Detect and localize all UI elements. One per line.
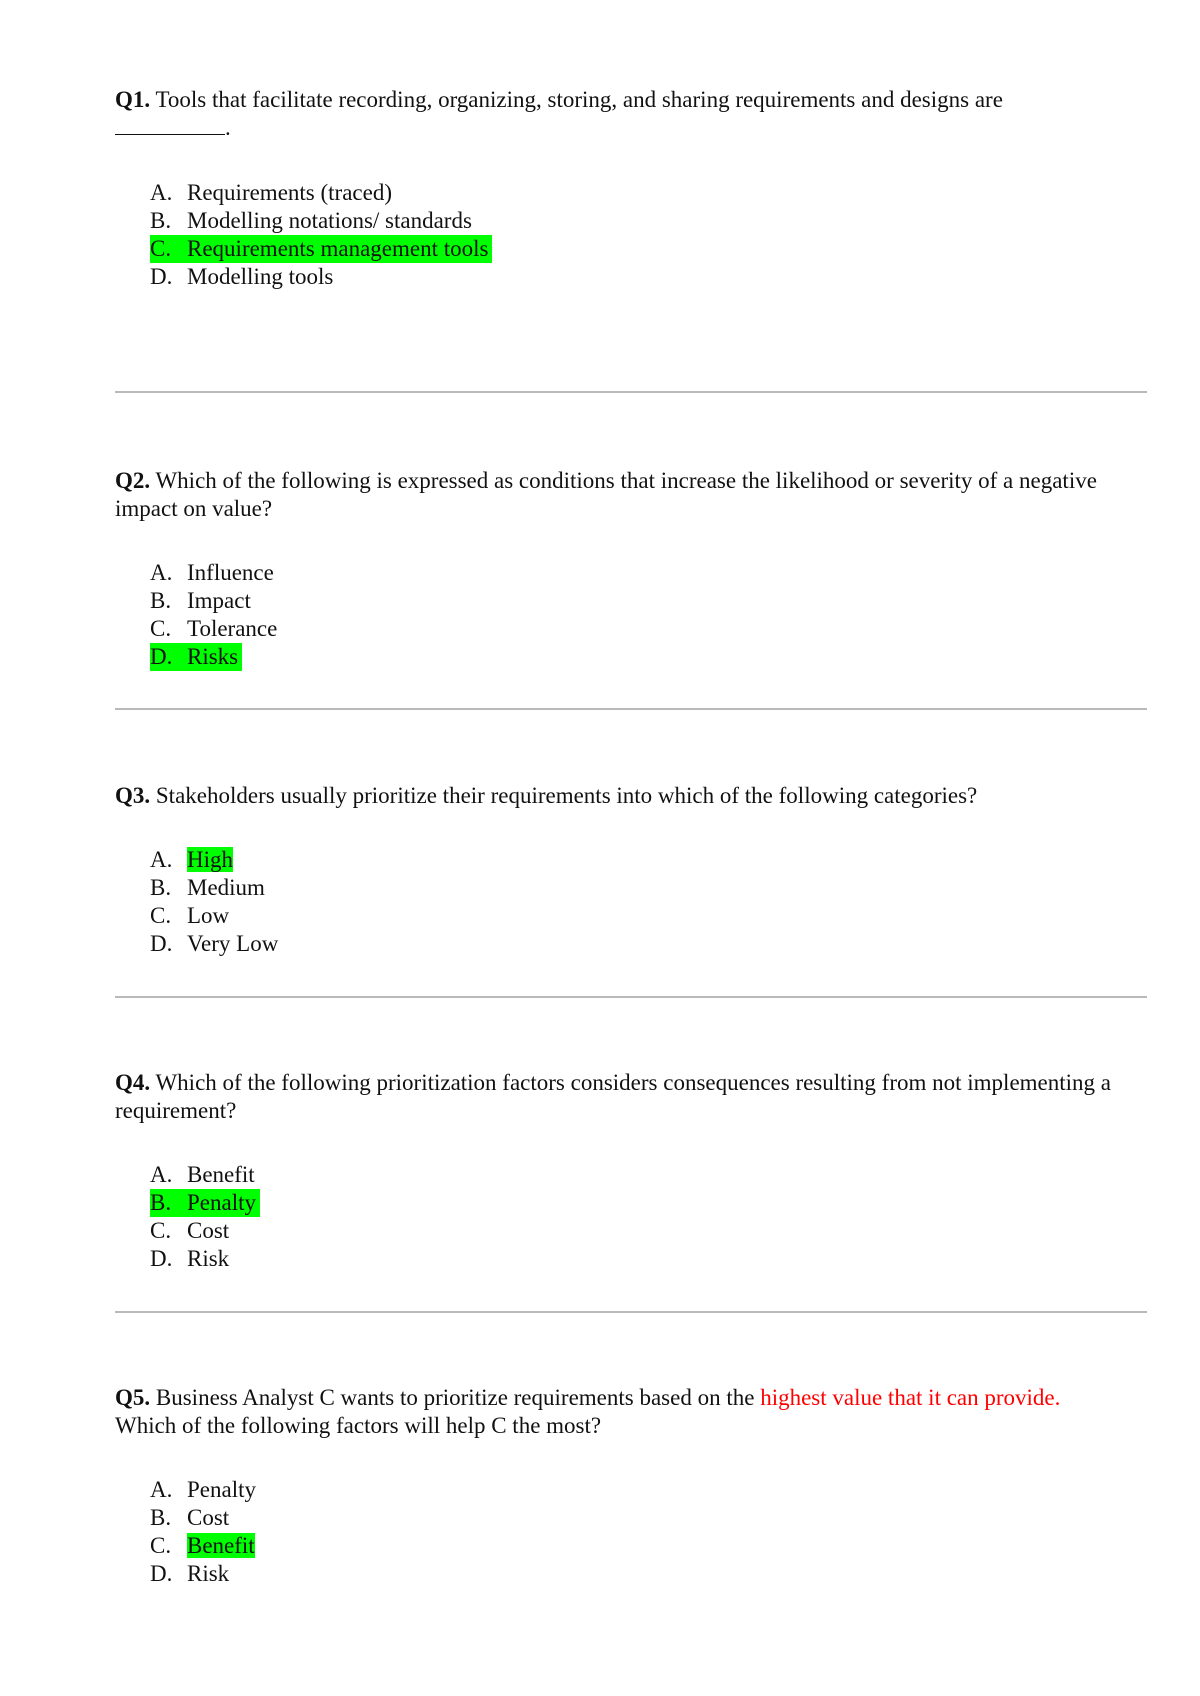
question-stem-continued: Which of the following factors will help C the most?: [115, 1413, 602, 1438]
question-2: [115, 467, 1135, 669]
option-b: [150, 207, 492, 235]
option-text: Penalty: [187, 1190, 256, 1215]
option-c-correct: [150, 235, 492, 263]
answer-options: [150, 1476, 260, 1588]
option-letter: C.: [150, 616, 172, 641]
question-number: Q3.: [115, 783, 151, 808]
question-1-text: [115, 86, 1135, 142]
section-divider: [115, 1311, 1147, 1313]
option-text: Low: [187, 903, 230, 928]
option-text: Cost: [187, 1505, 230, 1530]
option-letter: C.: [150, 1218, 172, 1243]
question-3-text: [115, 782, 1135, 810]
option-letter: B.: [150, 588, 172, 613]
option-text: Impact: [187, 588, 251, 613]
option-c: [150, 902, 282, 930]
option-letter: B.: [150, 1505, 172, 1530]
option-a-correct: [150, 846, 282, 874]
answer-highlight: [150, 1189, 260, 1217]
fill-in-blank: [115, 114, 225, 135]
answer-highlight: Benefit: [187, 1533, 255, 1558]
option-b-correct: [150, 1189, 260, 1217]
option-text: Risk: [187, 1246, 230, 1271]
question-stem: Which of the following prioritization factors considers consequences resulting from not implementing a requirement?: [115, 1070, 1111, 1123]
option-d: [150, 1560, 260, 1588]
option-text: Requirements management tools: [187, 236, 489, 261]
option-letter: A.: [150, 1162, 173, 1187]
option-a: [150, 559, 281, 587]
option-text: Modelling notations/ standards: [187, 208, 472, 233]
option-d: [150, 930, 282, 958]
answer-highlight: [150, 643, 242, 671]
option-letter: B.: [150, 875, 172, 900]
answer-options: [150, 179, 492, 291]
option-letter: C.: [150, 236, 172, 261]
option-letter: B.: [150, 1190, 172, 1215]
question-1: [115, 86, 1135, 289]
emphasized-text: highest value that it can provide.: [760, 1385, 1061, 1410]
option-c: [150, 1217, 260, 1245]
option-text: Risk: [187, 1561, 230, 1586]
option-text: Very Low: [187, 931, 279, 956]
option-letter: D.: [150, 1561, 173, 1586]
option-c-correct: [150, 1532, 260, 1560]
question-5-text: [115, 1384, 1135, 1440]
answer-options: [150, 1161, 260, 1273]
option-letter: D.: [150, 264, 173, 289]
option-letter: A.: [150, 1477, 173, 1502]
question-stem: Which of the following is expressed as conditions that increase the likelihood or severity of a negative impact on value?: [115, 468, 1097, 521]
section-divider: [115, 996, 1147, 998]
question-number: Q5.: [115, 1385, 151, 1410]
question-number: Q4.: [115, 1070, 151, 1095]
option-b: [150, 1504, 260, 1532]
option-letter: A.: [150, 180, 173, 205]
option-text: Risks: [187, 644, 239, 669]
question-4: [115, 1069, 1135, 1271]
question-5: [115, 1384, 1135, 1586]
option-letter: A.: [150, 560, 173, 585]
option-text: Penalty: [187, 1477, 256, 1502]
section-divider: [115, 708, 1147, 710]
option-text: Influence: [187, 560, 274, 585]
question-number: Q1.: [115, 87, 151, 112]
option-text: Cost: [187, 1218, 230, 1243]
option-d-correct: [150, 643, 281, 671]
option-letter: D.: [150, 1246, 173, 1271]
option-b: [150, 587, 281, 615]
question-3: [115, 782, 1135, 956]
option-d: [150, 1245, 260, 1273]
option-letter: C.: [150, 903, 172, 928]
option-b: [150, 874, 282, 902]
section-divider: [115, 391, 1147, 393]
question-stem: Stakeholders usually prioritize their requirements into which of the following categories?: [150, 783, 978, 808]
question-4-text: [115, 1069, 1135, 1125]
option-text: Requirements (traced): [187, 180, 392, 205]
answer-options: [150, 846, 282, 958]
option-a: [150, 179, 492, 207]
question-number: Q2.: [115, 468, 151, 493]
option-d: [150, 263, 492, 291]
option-letter: A.: [150, 847, 173, 872]
answer-highlight: [150, 235, 492, 263]
answer-options: [150, 559, 281, 671]
option-letter: D.: [150, 931, 173, 956]
question-stem: Business Analyst C wants to prioritize requirements based on the: [150, 1385, 761, 1410]
option-text: Modelling tools: [187, 264, 334, 289]
option-text: Tolerance: [187, 616, 278, 641]
option-text: Medium: [187, 875, 265, 900]
option-c: [150, 615, 281, 643]
question-stem-end: .: [225, 115, 231, 140]
option-a: [150, 1161, 260, 1189]
option-letter: C.: [150, 1533, 172, 1558]
option-letter: D.: [150, 644, 173, 669]
option-text: Benefit: [187, 1162, 255, 1187]
answer-highlight: High: [187, 847, 233, 872]
option-a: [150, 1476, 260, 1504]
option-letter: B.: [150, 208, 172, 233]
question-2-text: [115, 467, 1135, 523]
question-stem: Tools that facilitate recording, organizing, storing, and sharing requirements and designs are: [150, 87, 1003, 112]
